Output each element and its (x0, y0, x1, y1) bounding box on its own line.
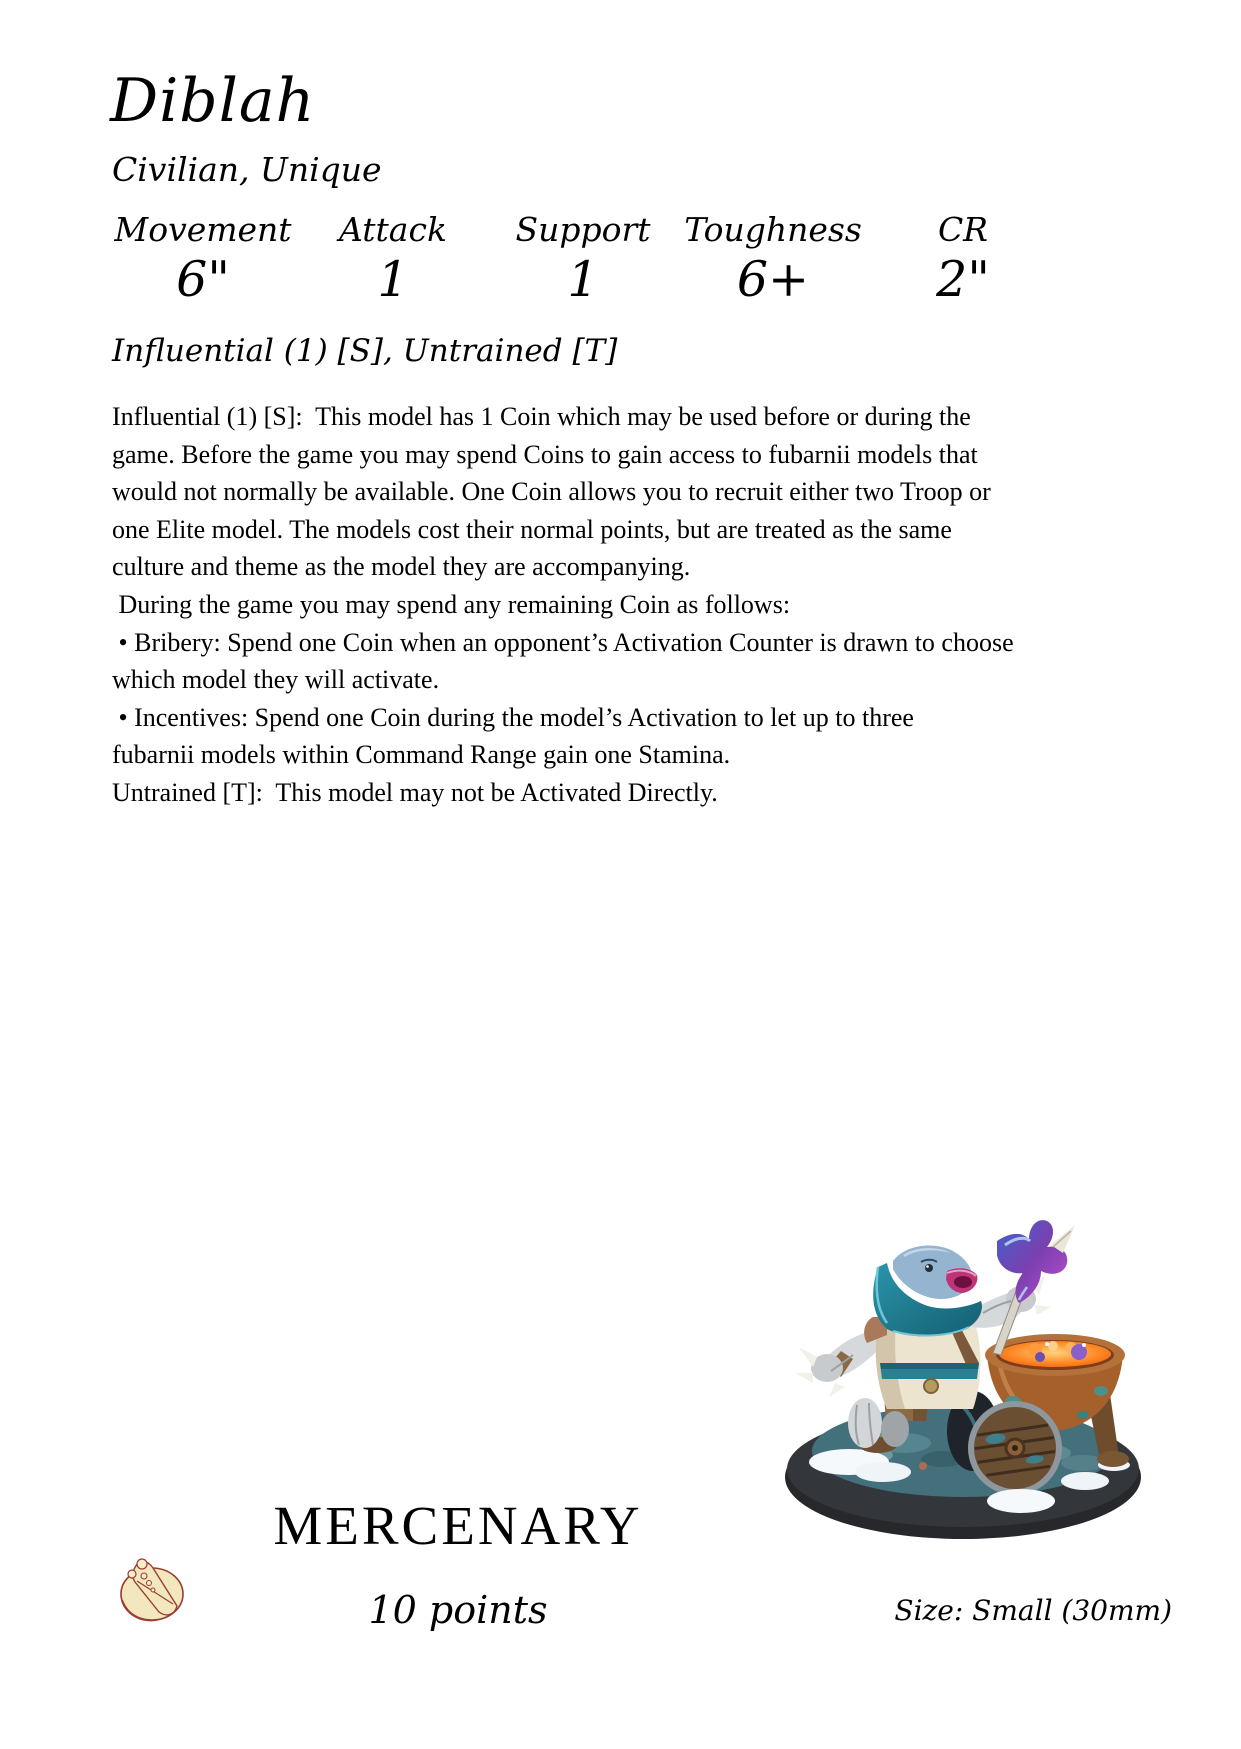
stat-value: 6" (176, 251, 230, 308)
stat-attack (298, 210, 488, 308)
stat-label: CR (937, 210, 989, 249)
rules-text (112, 398, 1072, 812)
rules-text-line: which model they will activate. (112, 665, 440, 695)
stat-value: 1 (567, 251, 599, 308)
rules-text-line: culture and theme as the model they are accompanying. (112, 552, 691, 582)
rules-text-line: During the game you may spend any remaining Coin as follows: (112, 589, 791, 619)
miniature-photo (783, 1205, 1155, 1553)
stat-label: Movement (114, 210, 292, 249)
model-type-subtitle: Civilian, Unique (112, 150, 382, 189)
stat-toughness (678, 210, 868, 308)
abilities-summary: Influential (1) [S], Untrained [T] (112, 333, 618, 369)
publisher-logo-icon (114, 1552, 190, 1630)
points-value: 10 points (368, 1588, 548, 1632)
stat-label: Support (515, 210, 651, 249)
rules-text-line: game. Before the game you may spend Coins to gain access to fubarnii models that (112, 439, 978, 469)
size-note: Size: Small (30mm) (894, 1594, 1172, 1627)
rules-text-line: one Elite model. The models cost their normal points, but are treated as the same (112, 514, 952, 544)
stat-value: 1 (377, 251, 409, 308)
stat-movement (108, 210, 298, 308)
stat-label: Toughness (684, 210, 862, 249)
rules-text-line: would not normally be available. One Coin allows you to recruit either two Troop or (112, 477, 991, 507)
rules-text-line: Influential (1) [S]: This model has 1 Coin which may be used before or during the (112, 402, 971, 431)
faction-heading: MERCENARY (273, 1495, 643, 1556)
stat-value: 2" (936, 251, 990, 308)
stats-row (108, 210, 1058, 308)
rules-text-line: • Incentives: Spend one Coin during the model’s Activation to let up to three (112, 702, 914, 732)
page-title: Diblah (110, 66, 316, 136)
stat-label: Attack (339, 210, 447, 249)
rules-text-line: Untrained [T]: This model may not be Activated Directly. (112, 777, 718, 807)
rules-text-line: • Bribery: Spend one Coin when an opponent’s Activation Counter is drawn to choose (112, 627, 1014, 657)
stat-support (488, 210, 678, 308)
rules-text-line: fubarnii models within Command Range gain one Stamina. (112, 740, 731, 770)
stat-cr (868, 210, 1058, 308)
stat-value: 6+ (736, 251, 810, 308)
